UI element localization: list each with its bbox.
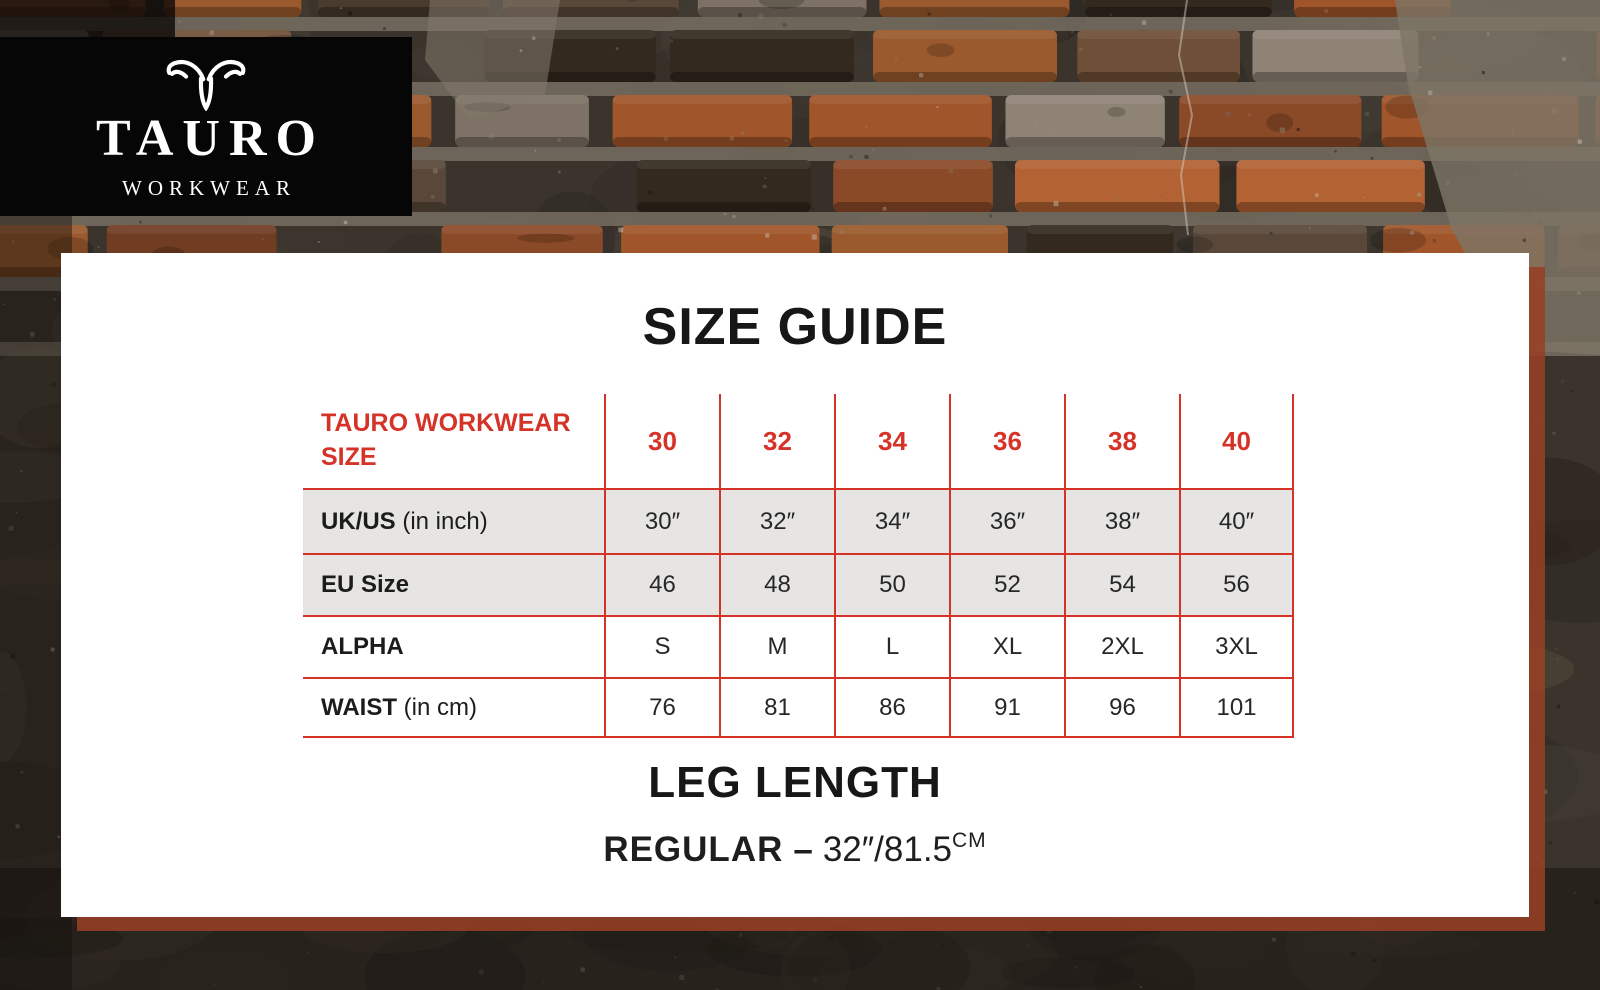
table-row-label: EU Size — [303, 553, 604, 615]
table-cell: L — [834, 615, 949, 677]
table-cell: 76 — [604, 677, 719, 738]
table-header-col: 34 — [834, 394, 949, 488]
table-cell: 56 — [1179, 553, 1294, 615]
table-row-label: ALPHA — [303, 615, 604, 677]
table-header-col: 36 — [949, 394, 1064, 488]
table-cell: 38″ — [1064, 488, 1179, 553]
table-header-col: 32 — [719, 394, 834, 488]
page-title: SIZE GUIDE — [642, 298, 948, 356]
leg-length-title: LEG LENGTH — [648, 758, 942, 807]
table-row-label: WAIST (in cm) — [303, 677, 604, 738]
brand-subname: workwear — [122, 168, 296, 202]
size-table — [303, 394, 1294, 738]
table-cell: 86 — [834, 677, 949, 738]
size-guide-card — [61, 253, 1529, 917]
table-cell: 2XL — [1064, 615, 1179, 677]
table-cell: 54 — [1064, 553, 1179, 615]
table-header-label: TAURO WORKWEAR SIZE — [321, 409, 571, 471]
table-cell: 101 — [1179, 677, 1294, 738]
table-cell: 48 — [719, 553, 834, 615]
table-cell: 52 — [949, 553, 1064, 615]
table-cell: 40″ — [1179, 488, 1294, 553]
table-header-col: 30 — [604, 394, 719, 488]
table-cell: XL — [949, 615, 1064, 677]
table-cell: 46 — [604, 553, 719, 615]
table-row-label: UK/US (in inch) — [303, 488, 604, 553]
table-cell: M — [719, 615, 834, 677]
leg-length-label: REGULAR — [603, 830, 784, 869]
table-cell: 81 — [719, 677, 834, 738]
bull-horns-icon — [154, 53, 258, 111]
table-cell: 34″ — [834, 488, 949, 553]
brand-name: TAURO — [96, 109, 325, 167]
table-header-col: 38 — [1064, 394, 1179, 488]
leg-length-section — [61, 758, 1529, 870]
table-cell: 50 — [834, 553, 949, 615]
table-cell: 3XL — [1179, 615, 1294, 677]
table-header-col: 40 — [1179, 394, 1294, 488]
leg-length-unit: CM — [952, 829, 987, 852]
leg-length-measure: 32″/81.5 — [822, 830, 953, 869]
brand-logo — [0, 37, 412, 216]
table-cell: 30″ — [604, 488, 719, 553]
table-cell: 96 — [1064, 677, 1179, 738]
leg-length-value — [61, 829, 1529, 870]
leg-length-separator: – — [793, 830, 813, 869]
table-cell: 32″ — [719, 488, 834, 553]
table-cell: 91 — [949, 677, 1064, 738]
table-cell: 36″ — [949, 488, 1064, 553]
table-cell: S — [604, 615, 719, 677]
